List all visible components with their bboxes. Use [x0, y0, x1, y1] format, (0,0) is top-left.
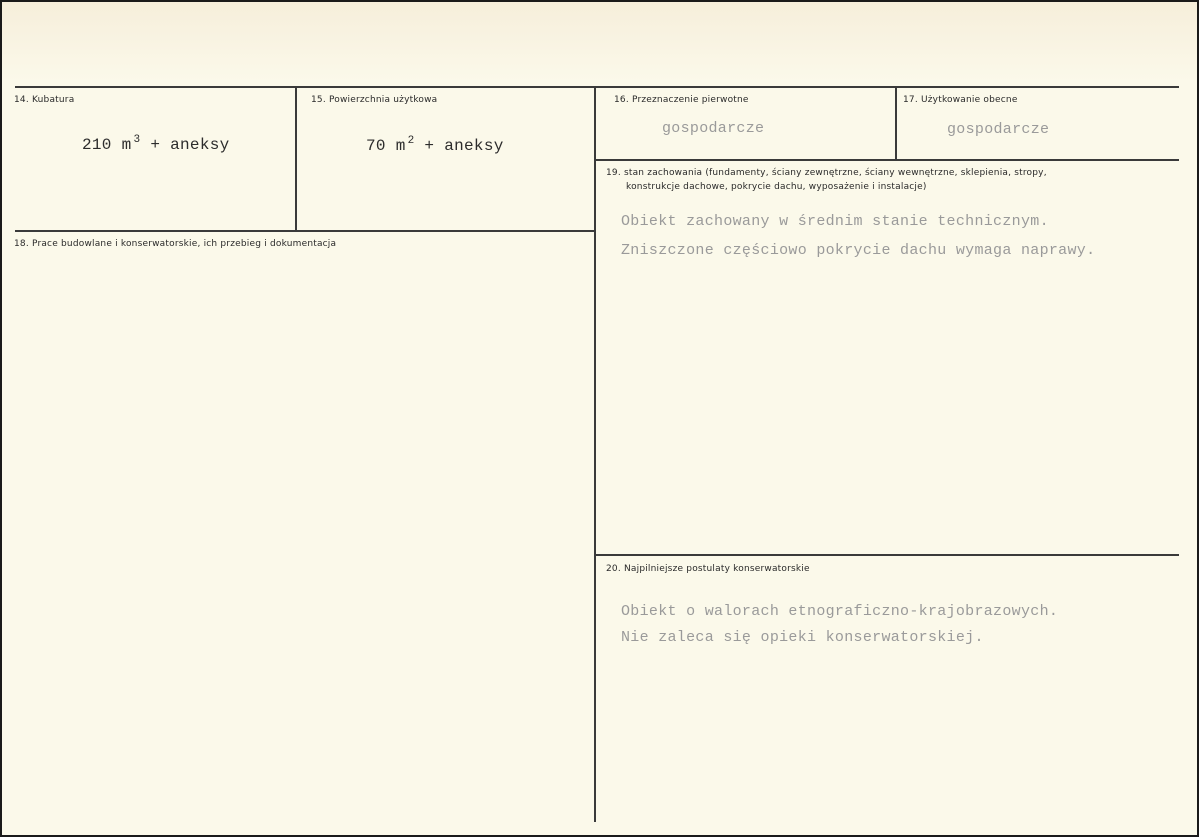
field-19-label-line2: konstrukcje dachowe, pokrycie dachu, wyposażenie i instalacje) — [626, 182, 927, 192]
cubature-suffix: + aneksy — [150, 136, 230, 154]
rule-under-14-15 — [15, 230, 596, 232]
field-17-value: gospodarcze — [947, 121, 1050, 138]
field-20-line-2: Nie zaleca się opieki konserwatorskiej. — [621, 629, 984, 646]
field-15-label: 15. Powierzchnia użytkowa — [311, 95, 438, 105]
field-14-label: 14. Kubatura — [14, 95, 75, 105]
rule-under-19 — [596, 554, 1179, 556]
field-19-line-2: Zniszczone częściowo pokrycie dachu wymaga naprawy. — [621, 242, 1096, 259]
usable-area-suffix: + aneksy — [424, 137, 504, 155]
cubature-number: 210 m — [82, 136, 132, 154]
field-19-line-1: Obiekt zachowany w średnim stanie technicznym. — [621, 213, 1049, 230]
usable-area-exponent: 2 — [407, 135, 415, 147]
field-20-label: 20. Najpilniejsze postulaty konserwatorskie — [606, 564, 810, 574]
field-20-line-1: Obiekt o walorach etnograficzno-krajobrazowych. — [621, 603, 1059, 620]
record-card — [2, 2, 1197, 835]
cubature-exponent: 3 — [133, 134, 141, 146]
field-18-label: 18. Prace budowlane i konserwatorskie, ich przebieg i dokumentacja — [14, 239, 337, 249]
field-19-label-line1: 19. stan zachowania (fundamenty, ściany zewnętrzne, ściany wewnętrzne, sklepienia, stropy, — [606, 168, 1047, 178]
main-vertical-divider — [594, 88, 596, 822]
field-16-label: 16. Przeznaczenie pierwotne — [614, 95, 749, 105]
field-16-value: gospodarcze — [662, 120, 765, 137]
field-14-value — [82, 134, 230, 154]
rule-under-16-17 — [596, 159, 1179, 161]
usable-area-number: 70 m — [366, 137, 406, 155]
divider-16-17 — [895, 88, 897, 160]
field-17-label: 17. Użytkowanie obecne — [903, 95, 1018, 105]
top-rule — [15, 86, 1179, 88]
divider-14-15 — [295, 88, 297, 232]
field-15-value — [366, 135, 504, 155]
